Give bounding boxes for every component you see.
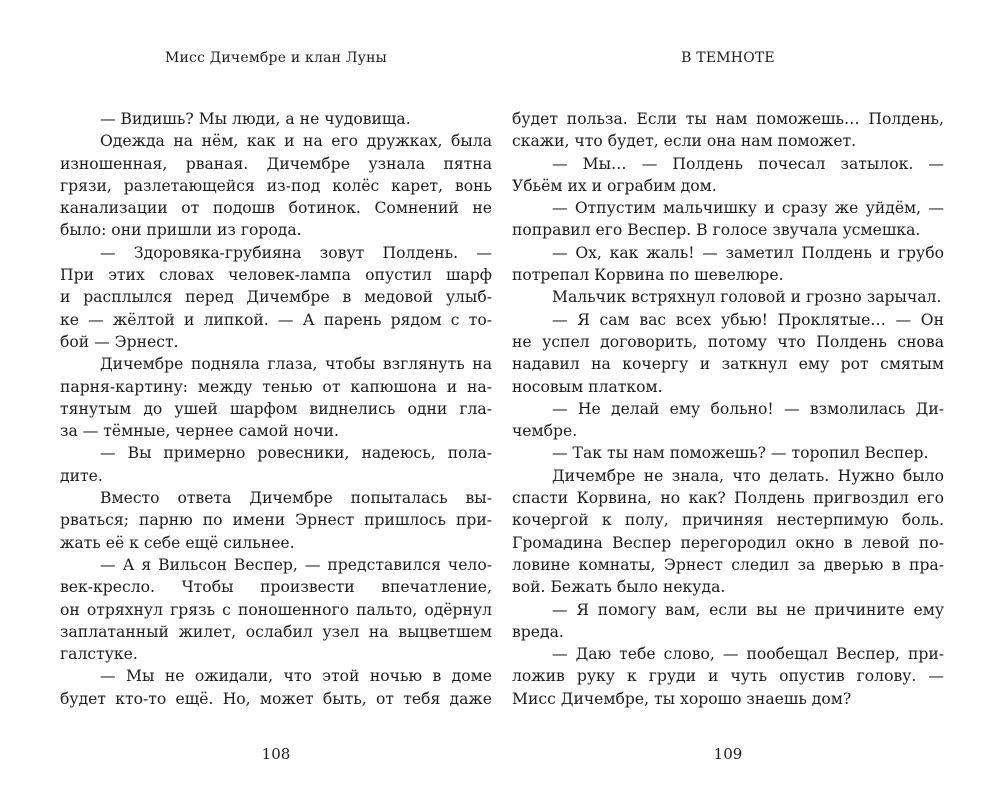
text-line: за — тёмные, чернее самой ночи. xyxy=(60,422,339,441)
text-line: — Мы… — Полдень почесал затылок. — xyxy=(552,154,944,173)
page-number-left: 108 xyxy=(261,745,291,763)
right-page-text xyxy=(512,108,944,710)
text-line: — Здоровяка-грубияна зовут Полдень. — xyxy=(100,243,492,262)
text-line: ке — жёлтой и липкой. — А парень рядом с то- xyxy=(60,310,492,329)
text-line: — Я помогу вам, если вы не причините ему xyxy=(552,600,944,619)
text-line: будет кто-то ещё. Но, может быть, от тебя даже xyxy=(60,689,492,708)
running-head-right: В ТЕМНОТЕ xyxy=(681,50,775,66)
text-line: носовым платком. xyxy=(512,377,663,396)
text-line: будет польза. Если ты нам поможешь… Полдень, xyxy=(512,110,944,128)
text-line: потрепал Корвина по шевелюре. xyxy=(512,266,784,285)
text-line: вреда. xyxy=(512,622,564,641)
text-line: Мисс Дичембре, ты хорошо знаешь дом? xyxy=(512,689,852,708)
text-line: скажи, что будет, если она нам поможет. xyxy=(512,132,857,151)
text-line: тянутым до ушей шарфом виднелись одни гла- xyxy=(60,399,492,418)
text-line: изношенная, рваная. Дичембре узнала пятна xyxy=(60,154,492,173)
text-line: кочергой к полу, причиняя нестерпимую боль. xyxy=(512,511,944,530)
text-line: — Не делай ему больно! — взмолилась Ди- xyxy=(552,399,944,418)
text-line: он отряхнул грязь с поношенного пальто, одёрнул xyxy=(60,600,492,619)
right-page xyxy=(512,0,944,799)
text-line: не успел договорить, потому что Полдень снова xyxy=(512,332,944,351)
text-line: — А я Вильсон Веспер, — представился чело- xyxy=(100,555,492,574)
text-line: галстуке. xyxy=(60,645,138,664)
text-line: надавил на кочергу и заткнул ему рот смятым xyxy=(512,355,944,374)
text-line: Мальчик встряхнул головой и грозно зарычал. xyxy=(552,288,942,307)
text-line: бой — Эрнест. xyxy=(60,332,179,351)
running-head-left: Мисс Дичембре и клан Луны xyxy=(164,50,387,66)
text-line: ложив руку к груди и чуть опустив голову. — xyxy=(512,667,944,686)
page-number-right: 109 xyxy=(713,745,743,763)
text-line: — Вы примерно ровесники, надеюсь, пола- xyxy=(100,444,492,463)
left-page-text xyxy=(60,108,492,710)
text-line: вой. Бежать было некуда. xyxy=(512,578,726,597)
text-line: дите. xyxy=(60,466,103,485)
text-line: рваться; парню по имени Эрнест пришлось при- xyxy=(60,511,492,530)
text-line: было: они пришли из города. xyxy=(60,221,302,240)
text-line: — Я сам вас всех убью! Проклятые… — Он xyxy=(552,310,944,329)
text-line: ловине комнаты, Эрнест следил за дверью в пра- xyxy=(512,555,944,574)
text-line: — Даю тебе слово, — пообещал Веспер, при- xyxy=(552,645,944,664)
text-line: При этих словах человек-лампа опустил шарф xyxy=(60,266,492,285)
text-line: — Мы не ожидали, что этой ночью в доме xyxy=(100,667,492,686)
text-line: Вместо ответа Дичембре попыталась вы- xyxy=(100,489,492,508)
text-line: поправил его Веспер. В голосе звучала усмешка. xyxy=(512,221,921,240)
text-line: Дичембре подняла глаза, чтобы взглянуть на xyxy=(100,355,492,374)
text-line: жать её к себе ещё сильнее. xyxy=(60,533,295,552)
text-line: Дичембре не знала, что делать. Нужно было xyxy=(552,466,944,485)
text-line: — Ох, как жаль! — заметил Полдень и грубо xyxy=(552,243,944,262)
text-line: спасти Корвина, но как? Полдень пригвоздил его xyxy=(512,489,944,508)
text-line: Убьём их и ограбим дом. xyxy=(512,176,717,195)
text-line: чембре. xyxy=(512,422,578,441)
text-line: грязи, разлетающейся из-под колёс карет, вонь xyxy=(60,176,492,195)
text-line: и расплылся перед Дичембре в медовой улыб- xyxy=(60,288,492,307)
text-line: Одежда на нём, как и на его дружках, была xyxy=(100,132,492,151)
text-line: — Отпустим мальчишку и сразу же уйдём, — xyxy=(552,199,944,218)
left-page xyxy=(60,0,492,799)
text-line: заплатанный жилет, ослабил узел на выцветшем xyxy=(60,622,492,641)
text-line: канализации от подошв ботинок. Сомнений не xyxy=(60,199,492,218)
text-line: парня-картину: между тенью от капюшона и на- xyxy=(60,377,492,396)
text-line: — Так ты нам поможешь? — торопил Веспер. xyxy=(552,444,929,463)
text-line: — Видишь? Мы люди, а не чудовища. xyxy=(100,110,411,128)
text-line: век-кресло. Чтобы произвести впечатление, xyxy=(60,578,492,597)
text-line: Громадина Веспер перегородил окно в левой по- xyxy=(512,533,944,552)
